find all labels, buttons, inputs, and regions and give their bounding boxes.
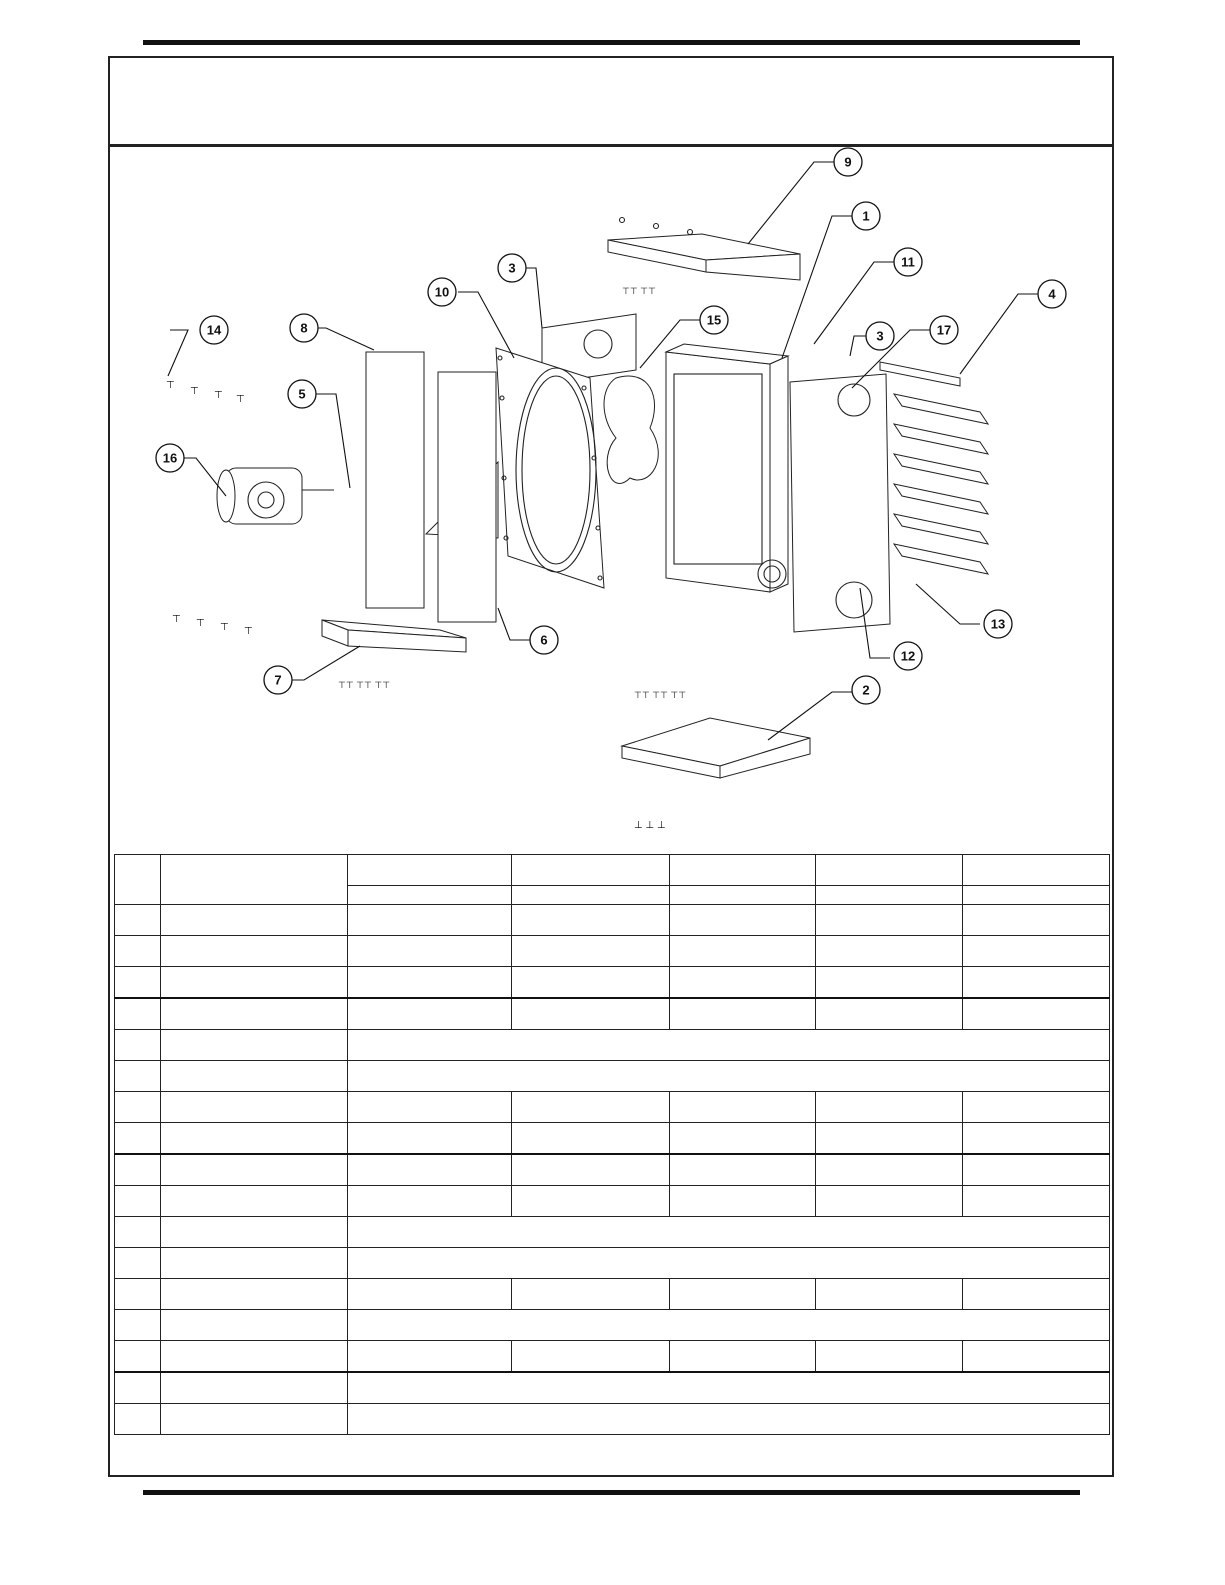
svg-text:⊤: ⊤	[220, 622, 229, 633]
row-description	[161, 1404, 348, 1435]
svg-text:15: 15	[706, 312, 722, 328]
table-row	[115, 1030, 1110, 1061]
row-model-cell	[348, 967, 512, 999]
row-description	[161, 936, 348, 967]
row-model-cell	[963, 1341, 1110, 1373]
callout-10	[428, 278, 456, 306]
row-spanned-cell	[348, 1030, 1110, 1061]
row-item-number	[115, 1123, 161, 1155]
parts-table	[114, 854, 1110, 1435]
header-description	[161, 855, 348, 905]
table-row	[115, 1123, 1110, 1155]
callout-11	[894, 642, 922, 670]
row-description	[161, 1186, 348, 1217]
svg-text:16: 16	[162, 450, 178, 466]
row-spanned-cell	[348, 1372, 1110, 1404]
row-model-cell	[816, 1092, 963, 1123]
row-description	[161, 1061, 348, 1092]
svg-text:⊤⊤ ⊤⊤ ⊤⊤: ⊤⊤ ⊤⊤ ⊤⊤	[634, 690, 687, 700]
row-item-number	[115, 967, 161, 999]
callout-6	[530, 626, 558, 654]
row-description	[161, 998, 348, 1030]
callout-3-rear	[498, 254, 526, 282]
part-15-fan-blade	[604, 376, 658, 483]
svg-text:3: 3	[876, 328, 884, 344]
row-model-cell	[669, 1092, 816, 1123]
callout-16	[156, 444, 184, 472]
row-description	[161, 1154, 348, 1186]
row-description	[161, 1123, 348, 1155]
svg-text:6: 6	[540, 632, 548, 648]
row-description	[161, 1092, 348, 1123]
svg-text:⊤: ⊤	[196, 618, 205, 629]
row-model-cell	[511, 1341, 669, 1373]
part-7-bottom-bracket-left	[322, 620, 466, 652]
exploded-parts-diagram	[110, 58, 1112, 854]
row-model-cell	[348, 998, 512, 1030]
table-row	[115, 1404, 1110, 1435]
row-model-cell	[816, 1154, 963, 1186]
row-item-number	[115, 1279, 161, 1310]
row-item-number	[115, 1372, 161, 1404]
callout-2	[852, 676, 880, 704]
row-spanned-cell	[348, 1217, 1110, 1248]
svg-text:⊤⊤ ⊤⊤ ⊤⊤: ⊤⊤ ⊤⊤ ⊤⊤	[338, 680, 391, 690]
row-spanned-cell	[348, 1248, 1110, 1279]
row-description	[161, 1310, 348, 1341]
part-1-heat-exchanger	[666, 344, 788, 592]
svg-text:⊤: ⊤	[244, 626, 253, 637]
svg-text:⊤: ⊤	[172, 614, 181, 625]
callout-5	[288, 380, 316, 408]
row-model-cell	[348, 1092, 512, 1123]
table-row	[115, 905, 1110, 936]
row-model-cell	[348, 1279, 512, 1310]
row-item-number	[115, 936, 161, 967]
table-row	[115, 1310, 1110, 1341]
callout-15	[700, 306, 728, 334]
row-item-number	[115, 998, 161, 1030]
svg-text:⊤⊤ ⊤⊤: ⊤⊤ ⊤⊤	[622, 286, 656, 296]
table-row	[115, 1279, 1110, 1310]
callout-13	[984, 610, 1012, 638]
header-model	[669, 855, 816, 886]
svg-text:17: 17	[936, 322, 952, 338]
callout-12	[894, 248, 922, 276]
row-model-cell	[816, 936, 963, 967]
row-model-cell	[816, 1341, 963, 1373]
part-10-fan-shroud	[496, 348, 604, 588]
callout-7	[264, 666, 292, 694]
row-model-cell	[669, 1186, 816, 1217]
header-model	[348, 855, 512, 886]
row-item-number	[115, 1092, 161, 1123]
row-model-cell	[348, 1154, 512, 1186]
row-model-cell	[511, 1279, 669, 1310]
part-8-fin-grille-left	[366, 352, 496, 622]
bottom-rule	[143, 1490, 1080, 1495]
row-item-number	[115, 1217, 161, 1248]
svg-text:⊤: ⊤	[214, 390, 223, 401]
row-model-cell	[816, 1123, 963, 1155]
row-model-cell	[963, 1154, 1110, 1186]
row-item-number	[115, 1154, 161, 1186]
row-model-cell	[963, 967, 1110, 999]
table-row	[115, 1186, 1110, 1217]
svg-text:7: 7	[274, 672, 282, 688]
svg-text:3: 3	[508, 260, 516, 276]
row-model-cell	[348, 1186, 512, 1217]
part-9-top-bracket	[608, 218, 800, 281]
row-spanned-cell	[348, 1310, 1110, 1341]
svg-text:11: 11	[901, 254, 915, 270]
svg-text:13: 13	[990, 616, 1006, 632]
row-description	[161, 1030, 348, 1061]
row-model-cell	[816, 967, 963, 999]
row-item-number	[115, 1030, 161, 1061]
header-item	[115, 855, 161, 905]
header-model	[511, 855, 669, 886]
row-item-number	[115, 1341, 161, 1373]
row-spanned-cell	[348, 1404, 1110, 1435]
callout-17	[930, 316, 958, 344]
row-model-cell	[348, 1123, 512, 1155]
row-model-cell	[511, 998, 669, 1030]
table-row	[115, 1154, 1110, 1186]
parts-table-body	[115, 855, 1110, 1435]
part-4-louvers	[880, 362, 988, 574]
row-model-cell	[669, 967, 816, 999]
part-16-motor	[217, 468, 334, 524]
row-model-cell	[348, 1341, 512, 1373]
row-item-number	[115, 1404, 161, 1435]
callout-1	[852, 202, 880, 230]
subheader-cell	[348, 886, 512, 905]
callout-4	[1038, 280, 1066, 308]
row-item-number	[115, 1248, 161, 1279]
subheader-cell	[816, 886, 963, 905]
row-description	[161, 967, 348, 999]
row-model-cell	[816, 1186, 963, 1217]
row-model-cell	[669, 1154, 816, 1186]
table-row	[115, 936, 1110, 967]
row-model-cell	[511, 1092, 669, 1123]
subheader-cell	[963, 886, 1110, 905]
page-frame	[108, 56, 1114, 1477]
row-model-cell	[348, 936, 512, 967]
callout-9	[834, 148, 862, 176]
table-header-row	[115, 855, 1110, 886]
row-model-cell	[963, 936, 1110, 967]
table-row	[115, 998, 1110, 1030]
table-row	[115, 967, 1110, 999]
svg-text:4: 4	[1048, 286, 1056, 302]
row-model-cell	[816, 1279, 963, 1310]
svg-text:⊤: ⊤	[236, 394, 245, 405]
subheader-cell	[669, 886, 816, 905]
subheader-cell	[511, 886, 669, 905]
row-model-cell	[963, 1123, 1110, 1155]
svg-text:⊤: ⊤	[190, 386, 199, 397]
row-model-cell	[511, 936, 669, 967]
part-2-bottom-bracket	[622, 718, 810, 778]
row-model-cell	[816, 905, 963, 936]
row-description	[161, 1248, 348, 1279]
row-model-cell	[511, 967, 669, 999]
row-model-cell	[816, 998, 963, 1030]
svg-text:5: 5	[298, 386, 306, 402]
svg-text:14: 14	[206, 322, 222, 338]
part-3-panel-front	[790, 374, 890, 632]
row-item-number	[115, 1310, 161, 1341]
callout-3-front	[866, 322, 894, 350]
row-model-cell	[669, 1279, 816, 1310]
row-model-cell	[963, 1092, 1110, 1123]
header-model	[816, 855, 963, 886]
svg-text:9: 9	[844, 154, 852, 170]
row-model-cell	[963, 998, 1110, 1030]
row-model-cell	[963, 1186, 1110, 1217]
top-rule	[143, 40, 1080, 45]
row-description	[161, 1217, 348, 1248]
row-description	[161, 905, 348, 936]
svg-text:⊤: ⊤	[166, 380, 175, 391]
svg-text:2: 2	[862, 682, 870, 698]
svg-text:8: 8	[300, 320, 308, 336]
table-row	[115, 1061, 1110, 1092]
row-item-number	[115, 905, 161, 936]
svg-text:10: 10	[434, 284, 450, 300]
svg-text:12: 12	[900, 648, 916, 664]
row-model-cell	[963, 905, 1110, 936]
svg-text:⊥ ⊥ ⊥: ⊥ ⊥ ⊥	[634, 820, 666, 831]
row-model-cell	[669, 998, 816, 1030]
row-model-cell	[511, 1154, 669, 1186]
svg-text:1: 1	[862, 208, 870, 224]
table-row	[115, 1341, 1110, 1373]
table-row	[115, 1372, 1110, 1404]
row-item-number	[115, 1061, 161, 1092]
table-row	[115, 1217, 1110, 1248]
row-spanned-cell	[348, 1061, 1110, 1092]
row-model-cell	[669, 905, 816, 936]
row-model-cell	[511, 905, 669, 936]
row-model-cell	[511, 1123, 669, 1155]
row-description	[161, 1279, 348, 1310]
table-row	[115, 1092, 1110, 1123]
callout-8	[290, 314, 318, 342]
row-model-cell	[511, 1186, 669, 1217]
callout-14	[200, 316, 228, 344]
row-model-cell	[669, 1123, 816, 1155]
row-model-cell	[963, 1279, 1110, 1310]
row-model-cell	[669, 1341, 816, 1373]
header-model	[963, 855, 1110, 886]
row-description	[161, 1372, 348, 1404]
row-item-number	[115, 1186, 161, 1217]
row-model-cell	[669, 936, 816, 967]
row-description	[161, 1341, 348, 1373]
row-model-cell	[348, 905, 512, 936]
table-row	[115, 1248, 1110, 1279]
